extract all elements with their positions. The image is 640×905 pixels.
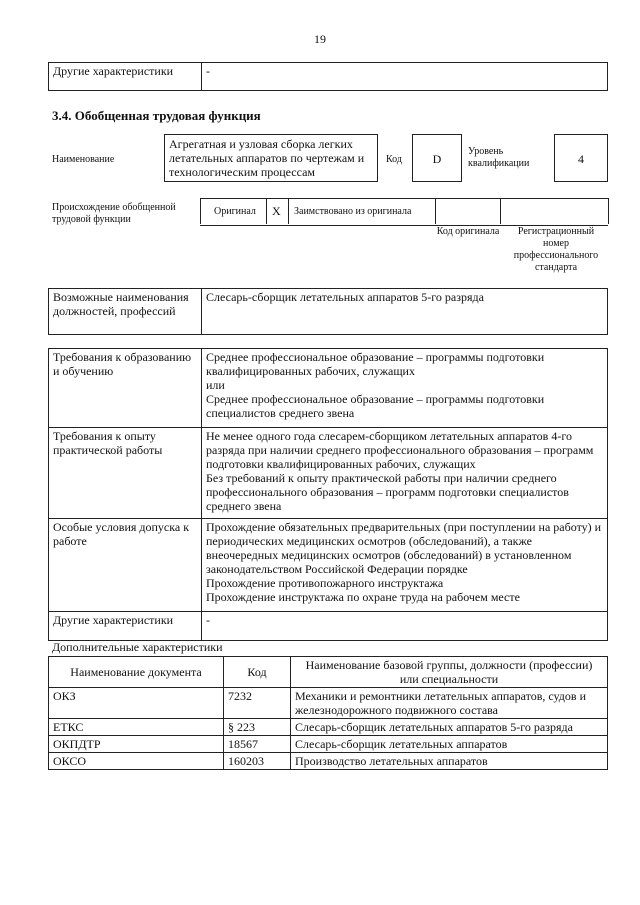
additional-header-cell: Наименование базовой группы, должности (профессии) или специальности	[291, 657, 608, 688]
code-box	[412, 134, 462, 182]
requirements-line: Не менее одного года слесарем-сборщиком летательных аппаратов 4-го разряда при наличии среднего профессионального образования – программ подготовки квалифицированных рабочих, служащих	[206, 429, 594, 471]
function-name-box	[164, 134, 378, 182]
positions-table	[48, 288, 608, 335]
section-heading: 3.4. Обобщенная трудовая функция	[52, 108, 261, 123]
requirements-label: Требования к образованию и обучению	[49, 349, 202, 428]
reg-number-caption: Регистрационный номер профессионального стандарта	[513, 226, 599, 273]
table-cell: ОКСО	[49, 753, 224, 770]
additional-table	[48, 656, 608, 770]
top-characteristics-label: Другие характеристики	[49, 63, 202, 91]
origin-divider-3	[288, 198, 289, 224]
requirements-line: Среднее профессиональное образование – программы подготовки специалистов среднего звена	[206, 392, 545, 420]
requirements-line: -	[206, 613, 210, 627]
level-value: 4	[578, 152, 584, 166]
origin-divider-6	[608, 198, 609, 224]
positions-label: Возможные наименования должностей, профессий	[49, 289, 202, 335]
additional-title: Дополнительные характеристики	[52, 640, 223, 654]
requirements-row-other	[49, 612, 608, 641]
level-label: Уровень квалификации	[468, 146, 530, 169]
table-cell: ОКПДТР	[49, 736, 224, 753]
requirements-row-experience	[49, 428, 608, 519]
requirements-value	[202, 428, 608, 519]
table-cell: 160203	[224, 753, 291, 770]
function-name-value: Агрегатная и узловая сборка легких летательных аппаратов по чертежам и технологическим процессам	[169, 137, 365, 179]
code-original-caption: Код оригинала	[436, 226, 500, 237]
top-characteristics-value: -	[202, 63, 608, 91]
page-number: 19	[314, 32, 326, 46]
requirements-line: Без требований к опыту практической работы при наличии среднего профессионального образования – программ подготовки специалистов среднего звена	[206, 471, 569, 513]
table-cell: Производство летательных аппаратов	[291, 753, 608, 770]
code-label: Код	[386, 154, 402, 165]
requirements-label: Другие характеристики	[49, 612, 202, 641]
positions-value: Слесарь-сборщик летательных аппаратов 5-го разряда	[202, 289, 608, 335]
requirements-label: Требования к опыту практической работы	[49, 428, 202, 519]
table-cell: Механики и ремонтники летательных аппаратов, судов и железнодорожного подвижного состава	[291, 688, 608, 719]
table-cell: Слесарь-сборщик летательных аппаратов 5-го разряда	[291, 719, 608, 736]
borrowed-label: Заимствовано из оригинала	[294, 206, 412, 217]
requirements-row-education	[49, 349, 608, 428]
original-label: Оригинал	[214, 206, 256, 217]
origin-divider-1	[200, 198, 201, 224]
requirements-value	[202, 612, 608, 641]
table-cell: § 223	[224, 719, 291, 736]
origin-divider-2	[266, 198, 267, 224]
table-row	[49, 719, 608, 736]
table-cell: Слесарь-сборщик летательных аппаратов	[291, 736, 608, 753]
requirements-line: или	[206, 378, 225, 392]
origin-label: Происхождение обобщенной трудовой функции	[52, 202, 176, 225]
original-mark: X	[272, 204, 281, 218]
table-row	[49, 688, 608, 719]
additional-header-row	[49, 657, 608, 688]
top-characteristics-table	[48, 62, 608, 91]
name-label: Наименование	[52, 154, 115, 165]
requirements-value	[202, 349, 608, 428]
requirements-line: Среднее профессиональное образование – программы подготовки квалифицированных рабочих, служащих	[206, 350, 545, 378]
origin-divider-4	[435, 198, 436, 224]
code-value: D	[432, 152, 442, 166]
table-cell: 18567	[224, 736, 291, 753]
table-cell: ОКЗ	[49, 688, 224, 719]
additional-header-cell: Наименование документа	[49, 657, 224, 688]
table-row	[49, 753, 608, 770]
requirements-line: Прохождение инструктажа по охране труда на рабочем месте	[206, 590, 520, 604]
requirements-label: Особые условия допуска к работе	[49, 519, 202, 612]
origin-divider-5	[500, 198, 501, 224]
requirements-line: Прохождение противопожарного инструктажа	[206, 576, 444, 590]
table-cell: ЕТКС	[49, 719, 224, 736]
table-row	[49, 736, 608, 753]
additional-header-cell: Код	[224, 657, 291, 688]
requirements-line: Прохождение обязательных предварительных (при поступлении на работу) и периодических медицинских осмотров (обследований), а также внеочередных медицинских осмотров (обследований) в установленном законодательством Российской Федерации порядке	[206, 520, 602, 576]
level-box	[554, 134, 608, 182]
requirements-value	[202, 519, 608, 612]
table-cell: 7232	[224, 688, 291, 719]
requirements-row-conditions	[49, 519, 608, 612]
requirements-table	[48, 348, 608, 641]
